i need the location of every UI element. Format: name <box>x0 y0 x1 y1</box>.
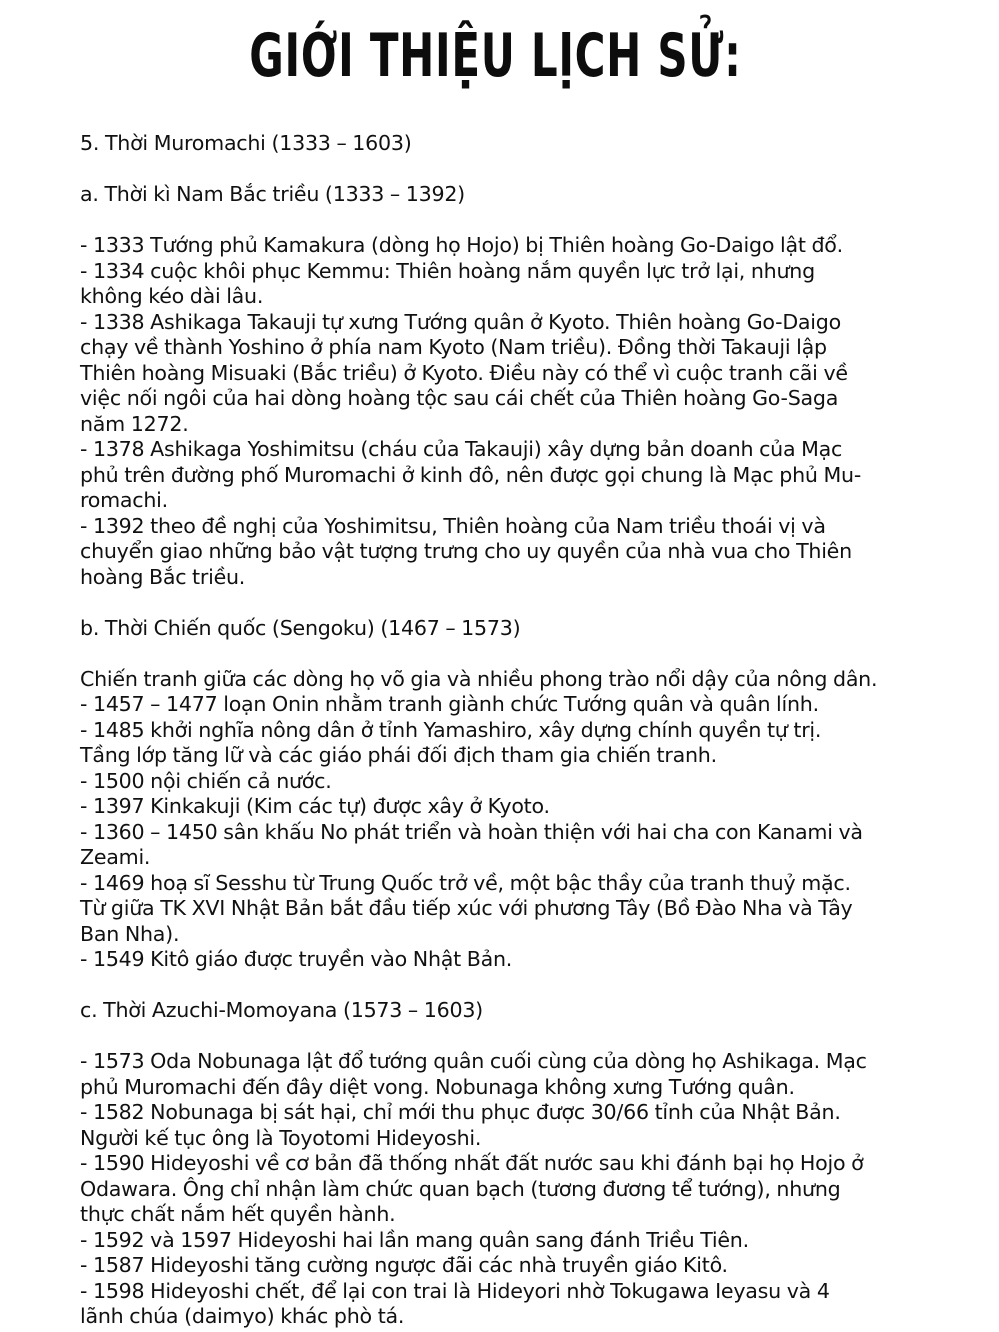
section-heading-muromachi: 5. Thời Muromachi (1333 – 1603) <box>80 131 412 155</box>
text-line: Người kế tục ông là Toyotomi Hideyoshi. <box>80 1125 482 1150</box>
text-line: - 1582 Nobunaga bị sát hại, chỉ mới thu phục được 30/66 tỉnh của Nhật Bản. <box>80 1100 841 1124</box>
subsection-a-body <box>80 233 940 590</box>
spacer <box>80 157 940 183</box>
text-line: - 1457 – 1477 loạn Onin nhằm tranh giành chức Tướng quân và quân lính. <box>80 692 819 716</box>
text-line: năm 1272. <box>80 411 189 436</box>
text-line: - 1360 – 1450 sân khấu No phát triển và hoàn thiện với hai cha con Kanami và <box>80 819 863 844</box>
text-line: hoàng Bắc triều. <box>80 564 246 589</box>
text-line: - 1549 Kitô giáo được truyền vào Nhật Bản. <box>80 947 513 971</box>
page-title: GIỚI THIỆU LỊCH SỬ: <box>249 21 742 91</box>
text-line: việc nối ngôi của hai dòng hoàng tộc sau cái chết của Thiên hoàng Go-Saga <box>80 386 839 410</box>
text-line: Thiên hoàng Misuaki (Bắc triều) ở Kyoto. Điều này có thể vì cuộc tranh cãi về <box>80 360 848 385</box>
text-line: Từ giữa TK XVI Nhật Bản bắt đầu tiếp xúc với phương Tây (Bồ Đào Nha và Tây <box>80 896 853 920</box>
text-line: - 1573 Oda Nobunaga lật đổ tướng quân cuối cùng của dòng họ Ashikaga. Mạc <box>80 1049 867 1073</box>
text-line: - 1592 và 1597 Hideyoshi hai lần mang quân sang đánh Triều Tiên. <box>80 1227 749 1252</box>
text-line: lãnh chúa (daimyo) khác phò tá. <box>80 1304 405 1328</box>
text-line: - 1598 Hideyoshi chết, để lại con trai là Hideyori nhờ Tokugawa Ieyasu và 4 <box>80 1278 830 1303</box>
text-line: Odawara. Ông chỉ nhận làm chức quan bạch (tương đương tể tướng), nhưng <box>80 1176 841 1201</box>
text-line: - 1378 Ashikaga Yoshimitsu (cháu của Takauji) xây dựng bản doanh của Mạc <box>80 437 843 461</box>
subsection-heading-sengoku: b. Thời Chiến quốc (Sengoku) (1467 – 1573) <box>80 615 521 640</box>
text-line: - 1392 theo đề nghị của Yoshimitsu, Thiên hoàng của Nam triều thoái vị và <box>80 513 826 538</box>
subsection-heading-azuchi-momoyama: c. Thời Azuchi-Momoyana (1573 – 1603) <box>80 998 483 1022</box>
text-line: phủ Muromachi đến đây diệt vong. Nobunaga không xưng Tướng quân. <box>80 1074 795 1099</box>
text-line: - 1397 Kinkakuji (Kim các tự) được xây ở Kyoto. <box>80 794 550 818</box>
text-line: chuyển giao những bảo vật tượng trưng cho uy quyền của nhà vua cho Thiên <box>80 539 852 563</box>
text-line: - 1338 Ashikaga Takauji tự xưng Tướng quân ở Kyoto. Thiên hoàng Go-Daigo <box>80 309 841 334</box>
spacer <box>80 1024 940 1050</box>
text-line: - 1587 Hideyoshi tăng cường ngược đãi các nhà truyền giáo Kitô. <box>80 1253 728 1277</box>
text-line: Chiến tranh giữa các dòng họ võ gia và nhiều phong trào nổi dậy của nông dân. <box>80 666 878 691</box>
text-line: chạy về thành Yoshino ở phía nam Kyoto (Nam triều). Đồng thời Takauji lập <box>80 335 827 359</box>
text-line: - 1334 cuộc khôi phục Kemmu: Thiên hoàng nắm quyền lực trở lại, nhưng <box>80 258 815 283</box>
text-line: - 1333 Tướng phủ Kamakura (dòng họ Hojo) bị Thiên hoàng Go-Daigo lật đổ. <box>80 233 843 257</box>
spacer <box>80 641 940 667</box>
text-line: không kéo dài lâu. <box>80 284 264 308</box>
spacer <box>80 973 940 999</box>
text-line: romachi. <box>80 488 168 512</box>
text-line: - 1500 nội chiến cả nước. <box>80 768 332 793</box>
text-line: Tầng lớp tăng lữ và các giáo phái đối địch tham gia chiến tranh. <box>80 743 717 767</box>
text-line: - 1469 hoạ sĩ Sesshu từ Trung Quốc trở về, một bậc thầy của tranh thuỷ mặc. <box>80 870 851 895</box>
text-line: - 1590 Hideyoshi về cơ bản đã thống nhất đất nước sau khi đánh bại họ Hojo ở <box>80 1151 864 1175</box>
text-line: Zeami. <box>80 845 151 869</box>
subsection-heading-nam-bac-trieu: a. Thời kì Nam Bắc triều (1333 – 1392) <box>80 182 465 206</box>
document-body <box>80 131 940 1330</box>
text-line: - 1485 khởi nghĩa nông dân ở tỉnh Yamashiro, xây dựng chính quyền tự trị. <box>80 717 822 742</box>
spacer <box>80 208 940 234</box>
text-line: thực chất nắm hết quyền hành. <box>80 1202 396 1226</box>
text-line: phủ trên đường phố Muromachi ở kinh đô, nên được gọi chung là Mạc phủ Mu- <box>80 462 862 487</box>
subsection-b-body <box>80 667 940 973</box>
text-line: Ban Nha). <box>80 921 180 946</box>
spacer <box>80 590 940 616</box>
subsection-c-body <box>80 1049 940 1330</box>
